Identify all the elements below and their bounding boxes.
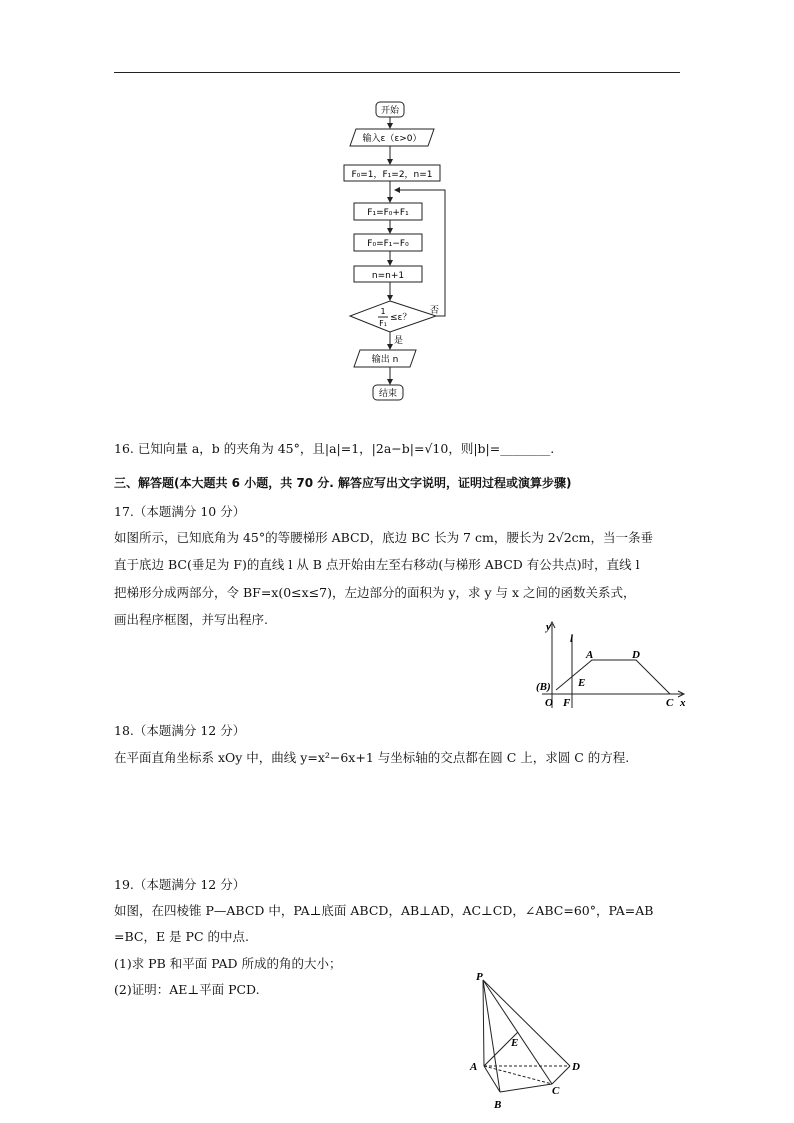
flowchart bbox=[340, 96, 460, 416]
flow-cond-rest: ≤ε？ bbox=[390, 313, 412, 323]
q19-pyramid-figure bbox=[466, 966, 596, 1116]
q17-line-4: 画出程序框图，并写出程序. bbox=[114, 612, 268, 627]
q17-line-2: 直于底边 BC(垂足为 F)的直线 l 从 B 点开始由左至右移动(与梯形 ABCD 有公共点)时，直线 l bbox=[114, 557, 640, 572]
q17-line-1: 如图所示，已知底角为 45°的等腰梯形 ABCD，底边 BC 长为 7 cm，腰长为 2√2cm，当一条垂 bbox=[114, 530, 654, 545]
flow-output-label: 输出 n bbox=[371, 355, 399, 365]
q19-line-1: 如图，在四棱锥 P—ABCD 中，PA⊥底面 ABCD，AB⊥AD，AC⊥CD，∠ABC=60°，PA=AB bbox=[114, 903, 654, 918]
header-rule bbox=[114, 72, 680, 73]
flow-end-label: 结束 bbox=[378, 389, 398, 399]
q19-label-B: B bbox=[494, 1099, 502, 1111]
q17-label-F: F bbox=[563, 697, 571, 709]
q19-header: 19.（本题满分 12 分） bbox=[114, 877, 246, 892]
q18-header: 18.（本题满分 12 分） bbox=[114, 723, 246, 738]
flow-step1-label: F₁=F₀+F₁ bbox=[367, 208, 409, 218]
q18-text: 在平面直角坐标系 xOy 中，曲线 y=x²−6x+1 与坐标轴的交点都在圆 C 上，求圆 C 的方程. bbox=[114, 750, 630, 765]
flow-input-label: 输入ε（ε>0） bbox=[362, 134, 422, 144]
q17-label-l: l bbox=[570, 633, 574, 645]
flow-step2-label: F₀=F₁−F₀ bbox=[367, 239, 409, 249]
q19-label-P: P bbox=[476, 971, 483, 983]
flow-cond-num: 1 bbox=[380, 307, 386, 316]
flow-yes-label: 是 bbox=[394, 336, 404, 346]
q17-header: 17.（本题满分 10 分） bbox=[114, 504, 246, 519]
q17-label-A: A bbox=[586, 649, 594, 661]
flow-init-label: F₀=1，F₁=2，n=1 bbox=[351, 170, 433, 180]
flow-cond-den: F₁ bbox=[379, 319, 387, 328]
q17-label-C: C bbox=[666, 697, 674, 709]
q16-text: 16. 已知向量 a，b 的夹角为 45°，且|a|=1，|2a−b|=√10，则|b|=________. bbox=[114, 441, 555, 456]
flow-no-label: 否 bbox=[430, 306, 440, 316]
q17-label-y: y bbox=[546, 621, 551, 633]
q19-line-2: =BC，E 是 PC 的中点. bbox=[114, 929, 249, 944]
q19-label-D: D bbox=[572, 1061, 580, 1073]
q19-label-A: A bbox=[470, 1061, 478, 1073]
q17-label-E: E bbox=[578, 677, 586, 689]
q17-trapezoid-figure bbox=[532, 618, 692, 714]
q19-line-3: (1)求 PB 和平面 PAD 所成的角的大小； bbox=[114, 956, 342, 971]
section3-title: 三、解答题(本大题共 6 小题，共 70 分. 解答应写出文字说明，证明过程或演算步骤) bbox=[114, 476, 572, 490]
q17-label-D: D bbox=[632, 649, 640, 661]
flow-step3-label: n=n+1 bbox=[371, 271, 405, 281]
q17-label-O: O bbox=[545, 697, 553, 709]
q19-line-4: (2)证明：AE⊥平面 PCD. bbox=[114, 982, 260, 997]
flow-start-label: 开始 bbox=[380, 106, 400, 116]
q19-label-E: E bbox=[511, 1037, 519, 1049]
q17-line-3: 把梯形分成两部分，令 BF=x(0≤x≤7)，左边部分的面积为 y，求 y 与 x 之间的函数关系式， bbox=[114, 585, 636, 600]
q19-label-C: C bbox=[552, 1085, 560, 1097]
q17-label-x: x bbox=[680, 697, 686, 709]
q17-label-B: (B) bbox=[536, 681, 551, 693]
